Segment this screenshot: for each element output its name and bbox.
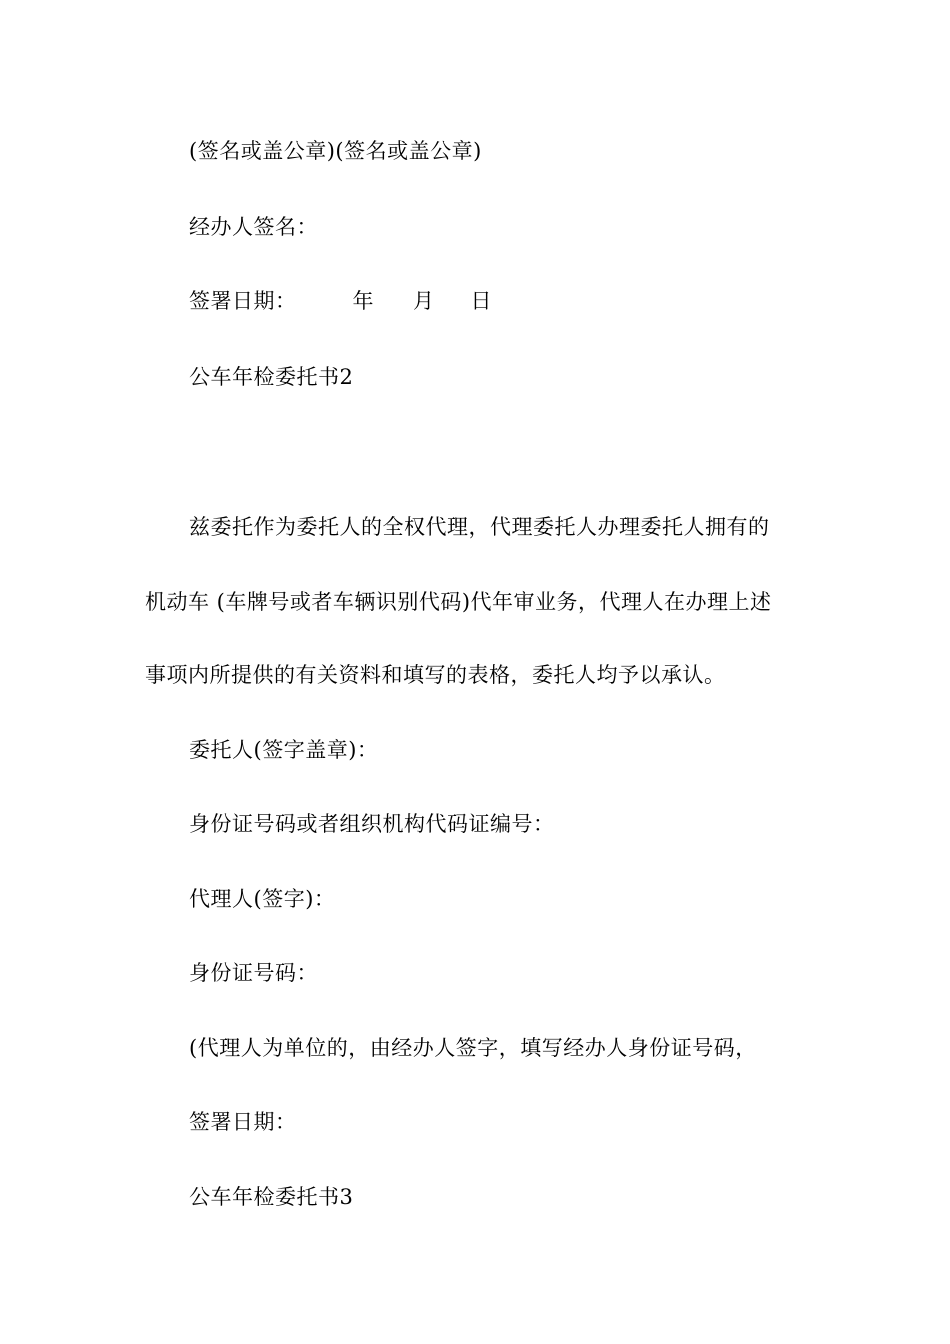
- agent-sign-line: 代理人(签字)：: [189, 887, 336, 911]
- sign-seal-line: (签名或盖公章)(签名或盖公章): [189, 139, 482, 163]
- paragraph-line-3: 事项内所提供的有关资料和填写的表格，委托人均予以承认。: [145, 663, 726, 687]
- id-or-org-code-line: 身份证号码或者组织机构代码证编号：: [189, 812, 555, 836]
- date-year: 年: [352, 289, 374, 313]
- date-label: 签署日期：: [189, 289, 297, 313]
- date-day: 日: [470, 289, 492, 313]
- heading-3: 公车年检委托书3: [189, 1185, 354, 1209]
- date-line: [189, 287, 492, 315]
- sign-date-line: 签署日期：: [189, 1110, 297, 1134]
- paragraph-line-2: 机动车 (车牌号或者车辆识别代码)代年审业务，代理人在办理上述: [145, 590, 772, 614]
- paragraph-line-1: 兹委托作为委托人的全权代理，代理委托人办理委托人拥有的: [189, 515, 770, 539]
- date-month: 月: [413, 289, 435, 313]
- id-number-line: 身份证号码：: [189, 961, 318, 985]
- agent-note-line: (代理人为单位的，由经办人签字，填写经办人身份证号码，: [189, 1036, 757, 1060]
- principal-sign-line: 委托人(签字盖章)：: [189, 738, 379, 762]
- heading-2: 公车年检委托书2: [189, 365, 354, 389]
- handler-sign-line: 经办人签名：: [189, 215, 318, 239]
